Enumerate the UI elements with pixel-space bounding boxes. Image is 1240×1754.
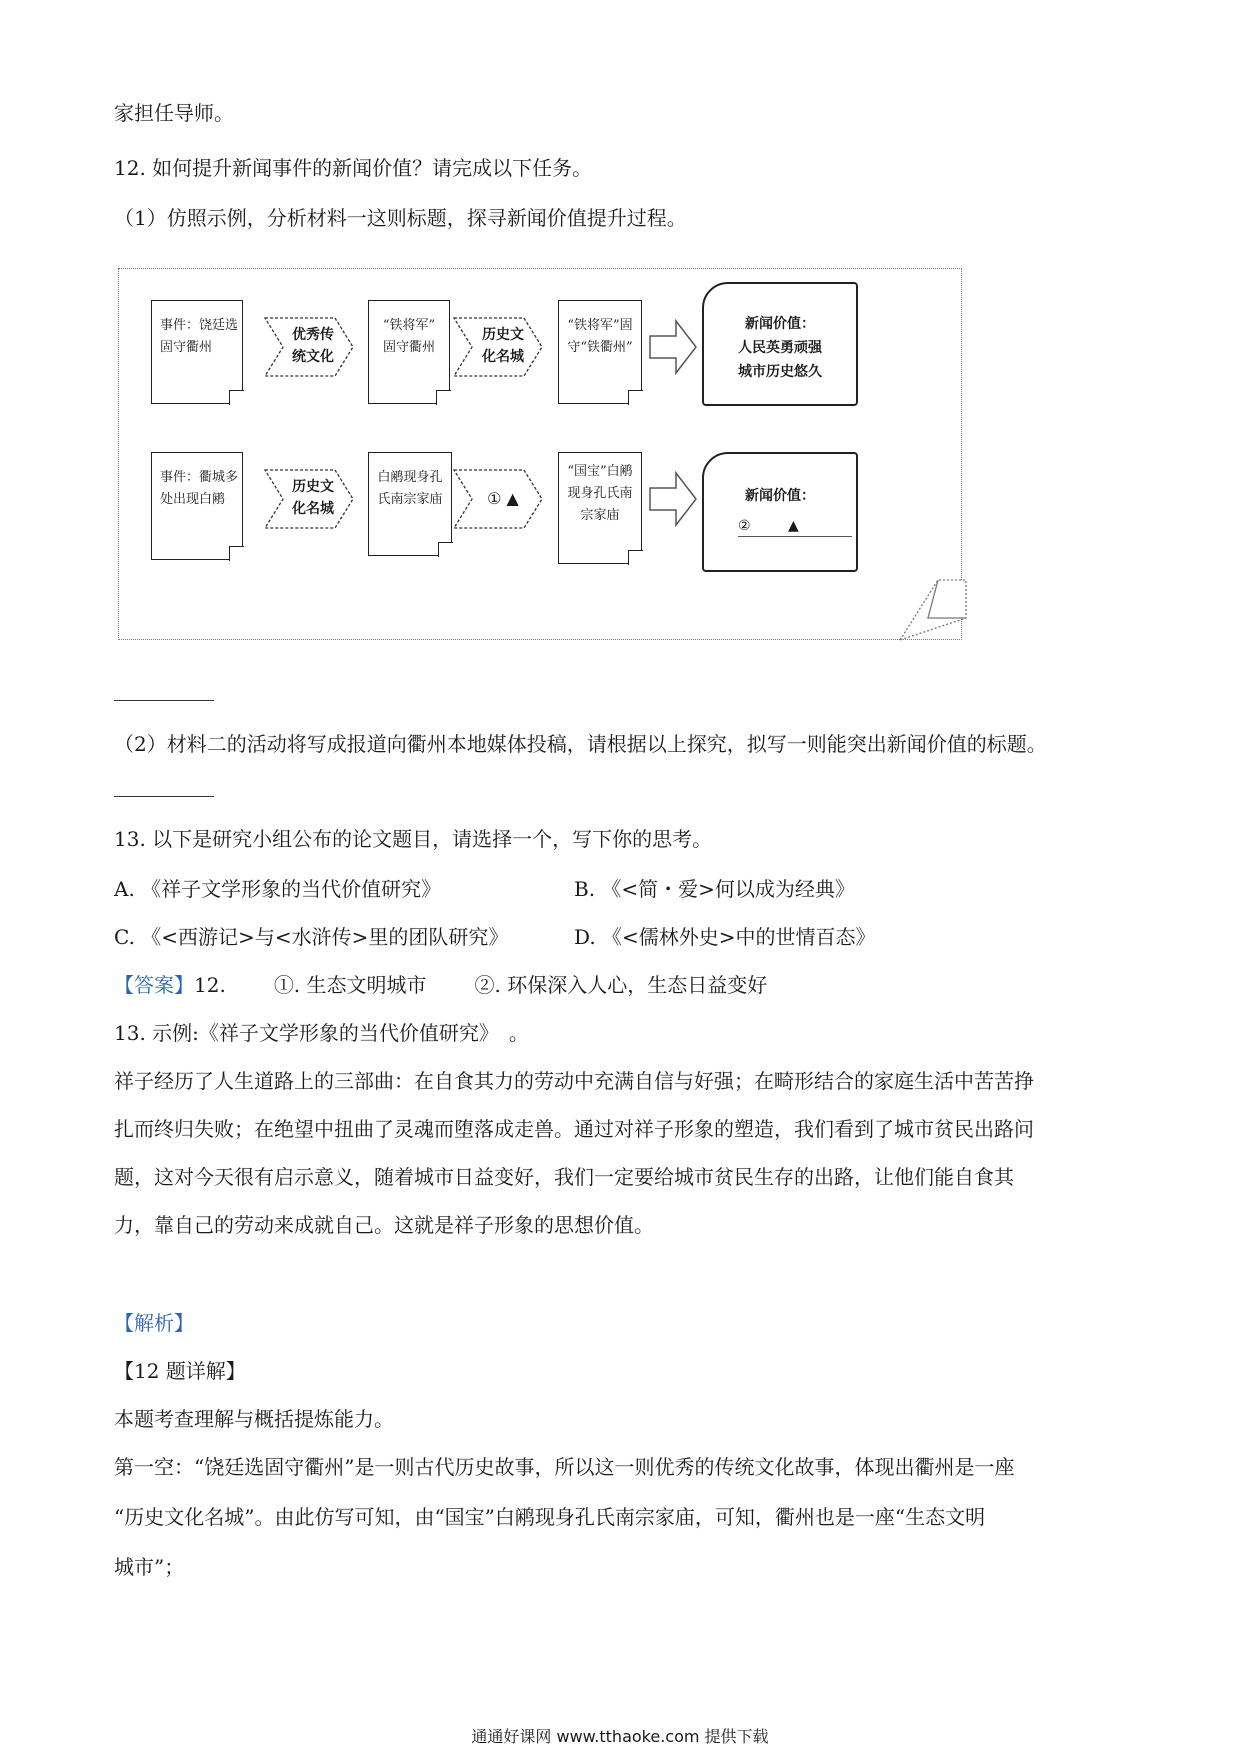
event-card-text: 处出现白鹇: [160, 492, 226, 507]
news-value-diagram: [118, 268, 964, 642]
answer-13: 13. 示例:《祥子文学形象的当代价值研究》 。: [114, 1021, 529, 1045]
chevron-text: 优秀传: [292, 327, 334, 343]
page-fold-icon: [628, 390, 643, 405]
news-value-box-row1: [702, 282, 858, 406]
doc-card-row1-2: [368, 300, 450, 404]
doc-card-text: “国宝”白鹇: [567, 464, 633, 479]
answer-blank-line: [114, 796, 214, 797]
doc-card-text: 宗家庙: [580, 508, 620, 523]
detail-heading: 【12 题详解】: [114, 1359, 246, 1383]
news-value-title: 新闻价值：: [745, 488, 815, 504]
question-12-part-1: （1）仿照示例，分析材料一这则标题，探寻新闻价值提升过程。: [114, 206, 687, 230]
doc-card-text: “铁将军”固: [567, 318, 633, 333]
page-fold-icon: [436, 390, 451, 405]
analysis-heading: 【解析】: [114, 1311, 194, 1335]
analysis-text: 城市”；: [114, 1555, 185, 1579]
answer-paragraph: 题，这对今天很有启示意义，随着城市日益变好，我们一定要给城市贫民生存的出路，让他们能自食其: [114, 1165, 1014, 1189]
text-line: 家担任导师。: [114, 101, 234, 125]
doc-card-row2-3: [558, 452, 642, 564]
analysis-text: 第一空：“饶廷选固守衢州”是一则古代历史故事，所以这一则优秀的传统文化故事，体现出衢州是一座: [114, 1455, 1015, 1479]
doc-card-text: 氏南宗家庙: [377, 492, 443, 507]
page-footer: 通通好课网 www.tthaoke.com 提供下载: [471, 1727, 769, 1746]
answer-paragraph: 祥子经历了人生道路上的三部曲：在自食其力的劳动中充满自信与好强；在畸形结合的家庭生活中苦苦挣: [114, 1069, 1034, 1093]
chevron-label-row2-2: ① ▲: [487, 489, 519, 508]
question-12-part-2: （2）材料二的活动将写成报道向衢州本地媒体投稿，请根据以上探究，拟写一则能突出新闻价值的标题。: [114, 732, 1047, 756]
chevron-text: 历史文: [482, 327, 524, 343]
answer-line: [114, 972, 767, 998]
analysis-text: 本题考查理解与概括提炼能力。: [114, 1407, 394, 1431]
news-value-text: 城市历史悠久: [738, 364, 822, 380]
news-value-text: 人民英勇顽强: [738, 340, 822, 356]
block-arrow-icon: [648, 318, 698, 376]
chevron-text: 化名城: [482, 349, 524, 365]
answer-2: ②. 环保深入人心，生态日益变好: [474, 973, 768, 997]
doc-card-text: 现身孔氏南: [567, 486, 633, 501]
event-card-row1: [151, 300, 243, 404]
page-fold-icon: [229, 546, 244, 561]
block-arrow-icon: [648, 470, 698, 528]
event-card-text: 事件：饶廷选: [160, 318, 239, 333]
chevron-label-row1-1: [278, 324, 348, 368]
question-12: 12. 如何提升新闻事件的新闻价值？请完成以下任务。: [114, 156, 593, 180]
answer-blank: [738, 514, 852, 537]
answer-blank-line: [114, 700, 214, 701]
answer-paragraph: 扎而终归失败；在绝望中扭曲了灵魂而堕落成走兽。通过对祥子形象的塑造，我们看到了城市贫民出路问: [114, 1117, 1034, 1141]
chevron-text: 化名城: [292, 501, 334, 517]
option-a: A. 《祥子文学形象的当代价值研究》: [114, 877, 442, 901]
doc-card-row2-2: [368, 452, 452, 556]
doc-card-text: 固守衢州: [382, 340, 435, 355]
option-b: B. 《<简・爱>何以成为经典》: [574, 877, 855, 901]
chevron-label-row1-2: [468, 324, 538, 368]
option-d: D. 《<儒林外史>中的世情百态》: [574, 925, 876, 949]
doc-card-text: 白鹇现身孔: [377, 470, 443, 485]
page-fold-icon: [438, 542, 453, 557]
blank-number: ②: [738, 518, 751, 534]
answer-1: ①. 生态文明城市: [273, 973, 427, 997]
analysis-text: “历史文化名城”。由此仿写可知，由“国宝”白鹇现身孔氏南宗家庙，可知，衢州也是一座“生态文明: [114, 1505, 986, 1529]
event-card-text: 事件：衢城多: [160, 470, 239, 485]
question-13: 13. 以下是研究小组公布的论文题目，请选择一个，写下你的思考。: [114, 827, 713, 851]
option-c: C. 《<西游记>与<水浒传>里的团队研究》: [114, 925, 509, 949]
news-value-title: 新闻价值：: [745, 316, 815, 332]
event-card-text: 固守衢州: [160, 340, 213, 355]
doc-card-row1-3: [558, 300, 642, 404]
page-fold-icon: [628, 550, 643, 565]
answer-label: 【答案】: [114, 973, 194, 997]
chevron-label-row2-1: [278, 476, 348, 520]
answer-paragraph: 力，靠自己的劳动来成就自己。这就是祥子形象的思想价值。: [114, 1213, 654, 1237]
chevron-text: 统文化: [292, 349, 334, 365]
chevron-text: 历史文: [292, 479, 334, 495]
triangle-mark: ▲: [788, 518, 799, 534]
answer-number: 12.: [194, 973, 226, 997]
doc-card-text: “铁将军”: [382, 318, 436, 333]
event-card-row2: [151, 452, 243, 560]
page-fold-icon: [229, 390, 244, 405]
page-curl-icon: [898, 578, 968, 642]
doc-card-text: 守“铁衢州”: [567, 340, 633, 355]
news-value-box-row2: [702, 452, 858, 572]
